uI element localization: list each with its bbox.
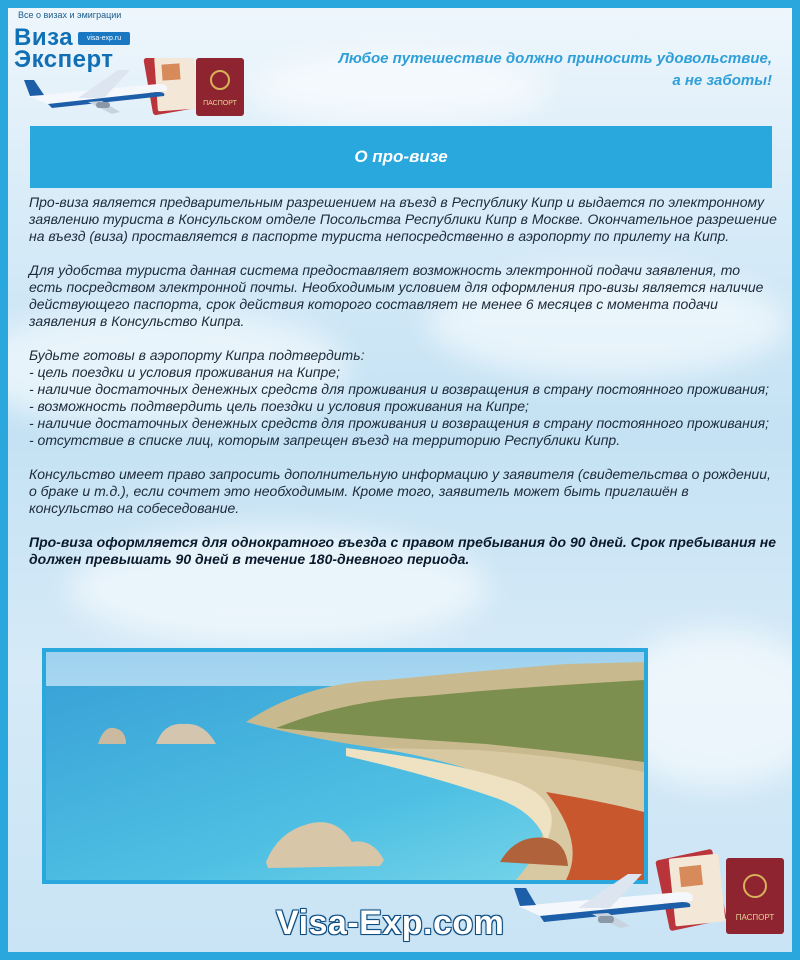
footer-passport-label: ПАСПОРТ bbox=[735, 913, 775, 922]
logo-badge: visa-exp.ru bbox=[78, 32, 130, 45]
list-item: - наличие достаточных денежных средств для проживания и возвращения в страну постоянного проживания; bbox=[29, 415, 770, 431]
slogan-line-2: а не заботы! bbox=[672, 72, 772, 89]
site-footer bbox=[0, 884, 792, 960]
slogan-line-1: Любое путешествие должно приносить удовольствие, bbox=[338, 50, 772, 67]
paragraph-stay-limit: Про-виза оформляется для однократного въезда с правом пребывания до 90 дней. Срок пребывания не должен превышать 90 дней в течение 180-дневного периода. bbox=[29, 534, 776, 567]
paragraph-consulate: Консульство имеет право запросить дополнительную информацию у заявителя (свидетельства о рождении, о браке и т.д.), если сочтет это необходимым. Кроме того, заявитель может быть приглашён в консульство на собеседование. bbox=[29, 466, 771, 516]
article-title: О про-визе bbox=[30, 126, 772, 188]
logo-word-expert: Эксперт bbox=[14, 46, 114, 73]
footer-brand[interactable]: Visa-Exp.com bbox=[276, 904, 505, 942]
list-item: - отсутствие в списке лиц, которым запрещен въезд на территорию Республики Кипр. bbox=[29, 432, 621, 448]
list-item: - возможность подтвердить цель поездки и условия проживания на Кипре; bbox=[29, 398, 529, 414]
list-item: - наличие достаточных денежных средств для проживания и возвращения в страну постоянного проживания; bbox=[29, 381, 770, 397]
list-item: - цель поездки и условия проживания на Кипре; bbox=[29, 364, 340, 380]
page-frame bbox=[8, 8, 792, 952]
logo-word-visa: Виза bbox=[14, 24, 74, 51]
list-intro: Будьте готовы в аэропорту Кипра подтвердить: bbox=[29, 347, 365, 363]
header-tagline: Все о визах и эмиграции bbox=[18, 10, 122, 20]
logo-passport-label: ПАСПОРТ bbox=[203, 100, 237, 107]
article-body bbox=[29, 194, 777, 585]
paragraph-intro: Про-виза является предварительным разрешением на въезд в Республику Кипр и выдается по электронному заявлению туриста в Консульском отделе Посольства Республики Кипр в Москве. Окончательное разрешение на въезд (виза) проставляется в паспорте туриста непосредственно в аэропорту по прилету на Кипр. bbox=[29, 194, 777, 244]
paragraph-electronic-application: Для удобства туриста данная система предоставляет возможность электронной подачи заявления, то есть посредством электронной почты. Необходимым условием для оформления про-визы является наличие действующего паспорта, срок действия которого составляет не менее 6 месяцев с момента подачи заявления в Консульство Кипра. bbox=[29, 262, 764, 329]
requirements-list bbox=[29, 347, 777, 449]
site-header bbox=[8, 8, 792, 118]
airplane-passports-logo-icon bbox=[8, 58, 268, 118]
header-slogan bbox=[252, 48, 772, 92]
footer-airplane-passports-icon bbox=[512, 844, 792, 960]
